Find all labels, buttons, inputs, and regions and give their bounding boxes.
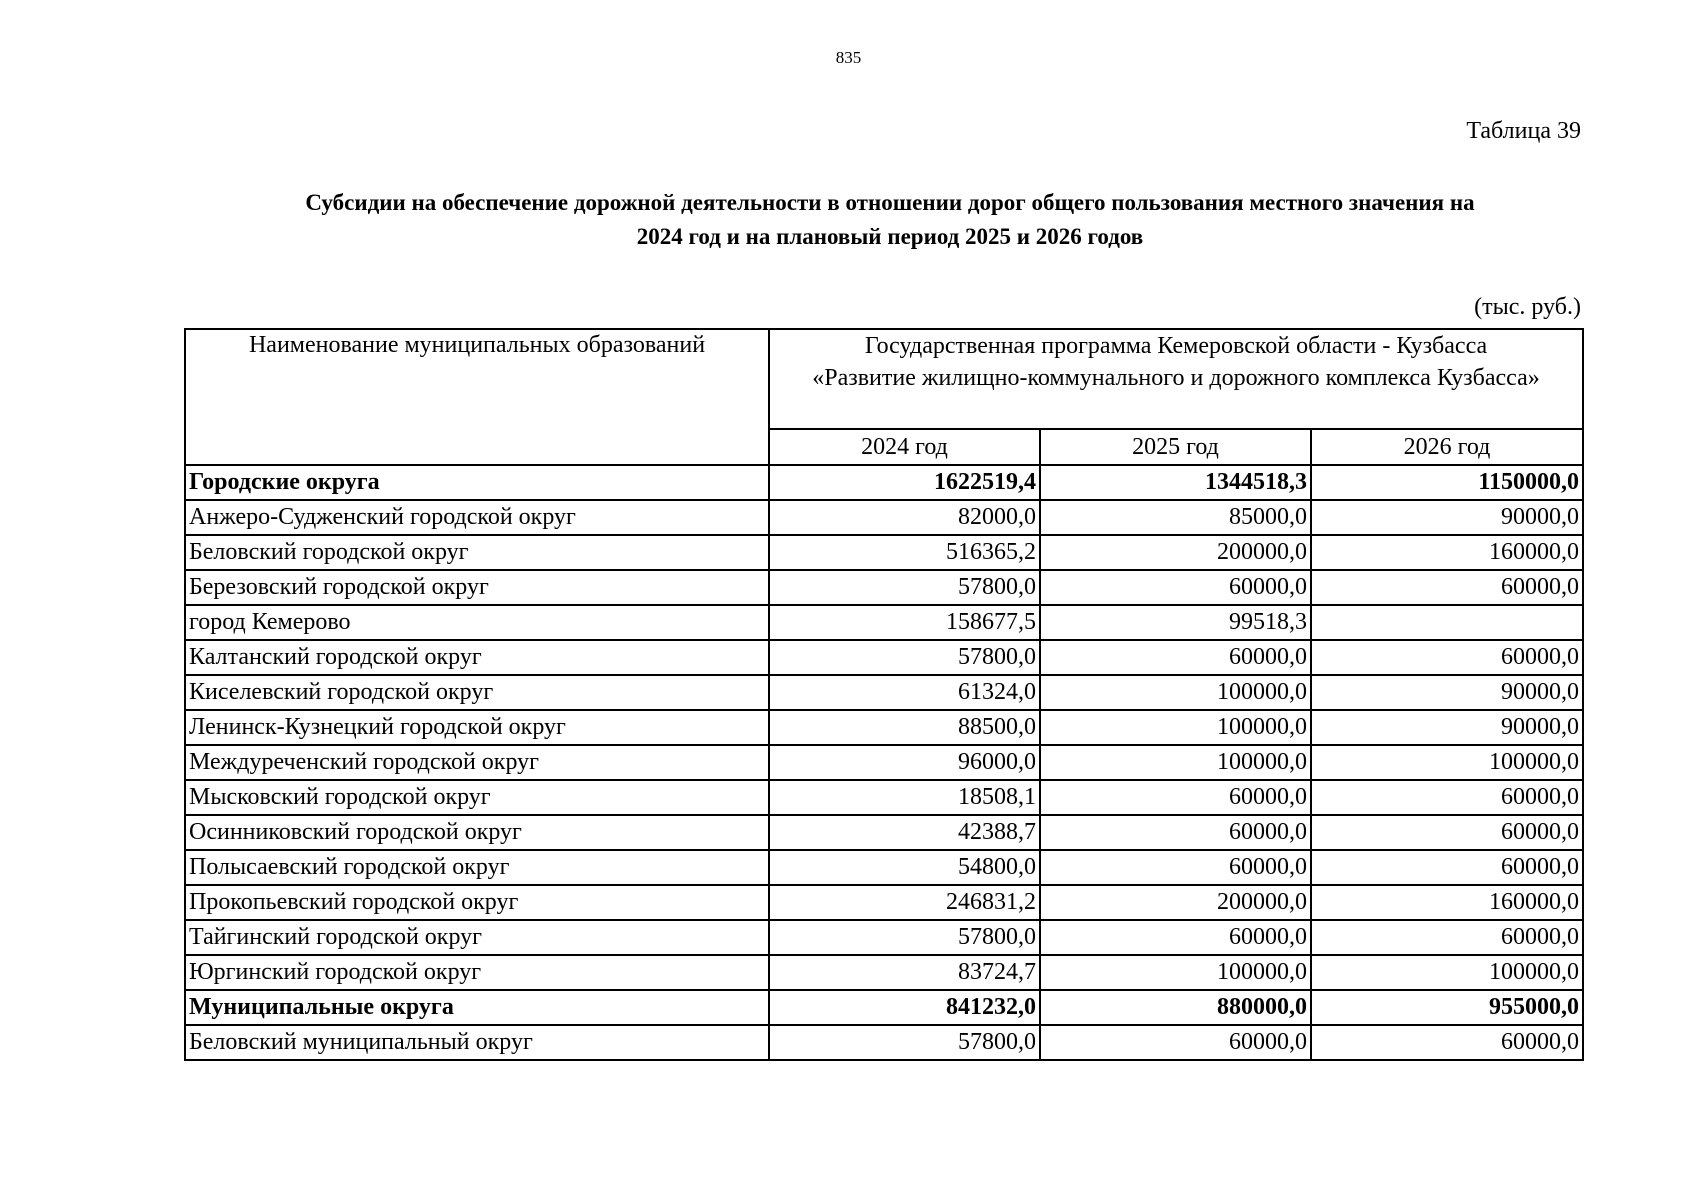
value-2024: 246831,2 (769, 885, 1040, 920)
row-name: город Кемерово (185, 605, 769, 640)
value-2025: 60000,0 (1040, 640, 1311, 675)
table-row (185, 955, 1583, 990)
table-row (185, 745, 1583, 780)
year-header-2026: 2026 год (1311, 429, 1583, 465)
value-2026: 60000,0 (1311, 1025, 1583, 1060)
value-2024: 57800,0 (769, 570, 1040, 605)
value-2024: 54800,0 (769, 850, 1040, 885)
table-row (185, 675, 1583, 710)
value-2024: 57800,0 (769, 1025, 1040, 1060)
value-2025: 100000,0 (1040, 675, 1311, 710)
table-row (185, 710, 1583, 745)
name-column-header: Наименование муниципальных образований (185, 329, 769, 465)
subsidies-table (184, 328, 1584, 1061)
table-row (185, 500, 1583, 535)
table-row (185, 850, 1583, 885)
value-2025: 200000,0 (1040, 535, 1311, 570)
program-line-2: «Развитие жилищно-коммунального и дорожного комплекса Кузбасса» (812, 365, 1540, 391)
value-2026: 90000,0 (1311, 500, 1583, 535)
value-2024: 57800,0 (769, 640, 1040, 675)
row-name: Юргинский городской округ (185, 955, 769, 990)
value-2026: 160000,0 (1311, 535, 1583, 570)
value-2026: 90000,0 (1311, 710, 1583, 745)
row-name: Полысаевский городской округ (185, 850, 769, 885)
table-row (185, 605, 1583, 640)
row-name: Киселевский городской округ (185, 675, 769, 710)
row-name: Осинниковский городской округ (185, 815, 769, 850)
row-name: Березовский городской округ (185, 570, 769, 605)
value-2025: 100000,0 (1040, 745, 1311, 780)
table-row (185, 920, 1583, 955)
value-2025: 60000,0 (1040, 1025, 1311, 1060)
value-2025: 200000,0 (1040, 885, 1311, 920)
row-name: Калтанский городской округ (185, 640, 769, 675)
value-2025: 99518,3 (1040, 605, 1311, 640)
value-2024: 88500,0 (769, 710, 1040, 745)
value-2026: 60000,0 (1311, 920, 1583, 955)
value-2025: 60000,0 (1040, 780, 1311, 815)
value-2026: 90000,0 (1311, 675, 1583, 710)
value-2024: 158677,5 (769, 605, 1040, 640)
table-row (185, 815, 1583, 850)
table-body (185, 465, 1583, 1060)
value-2024: 516365,2 (769, 535, 1040, 570)
value-2024: 61324,0 (769, 675, 1040, 710)
value-2024: 1622519,4 (769, 465, 1040, 500)
table-row (185, 640, 1583, 675)
units-label: (тыс. руб.) (1474, 294, 1581, 320)
row-name: Ленинск-Кузнецкий городской округ (185, 710, 769, 745)
value-2025: 85000,0 (1040, 500, 1311, 535)
table-row (185, 465, 1583, 500)
row-name: Беловский городской округ (185, 535, 769, 570)
table-row (185, 570, 1583, 605)
row-name: Беловский муниципальный округ (185, 1025, 769, 1060)
year-header-2024: 2024 год (769, 429, 1040, 465)
value-2024: 42388,7 (769, 815, 1040, 850)
year-header-2025: 2025 год (1040, 429, 1311, 465)
value-2024: 57800,0 (769, 920, 1040, 955)
row-name: Городские округа (185, 465, 769, 500)
row-name: Тайгинский городской округ (185, 920, 769, 955)
value-2025: 60000,0 (1040, 920, 1311, 955)
value-2024: 82000,0 (769, 500, 1040, 535)
row-name: Междуреченский городской округ (185, 745, 769, 780)
table-row (185, 1025, 1583, 1060)
row-name: Прокопьевский городской округ (185, 885, 769, 920)
value-2026: 60000,0 (1311, 815, 1583, 850)
value-2024: 96000,0 (769, 745, 1040, 780)
value-2026: 160000,0 (1311, 885, 1583, 920)
value-2025: 60000,0 (1040, 815, 1311, 850)
value-2024: 841232,0 (769, 990, 1040, 1025)
value-2024: 83724,7 (769, 955, 1040, 990)
table-row (185, 535, 1583, 570)
header-row (185, 329, 1583, 429)
table-row (185, 780, 1583, 815)
program-line-1: Государственная программа Кемеровской области - Кузбасса (864, 333, 1488, 359)
table-number: Таблица 39 (1466, 118, 1581, 144)
value-2025: 1344518,3 (1040, 465, 1311, 500)
value-2025: 60000,0 (1040, 850, 1311, 885)
document-title (200, 186, 1580, 254)
value-2026: 60000,0 (1311, 850, 1583, 885)
value-2025: 100000,0 (1040, 955, 1311, 990)
row-name: Мысковский городской округ (185, 780, 769, 815)
page-number: 835 (835, 48, 862, 67)
title-line-1: Субсидии на обеспечение дорожной деятельности в отношении дорог общего пользования местного значения на (305, 190, 1475, 215)
value-2026: 60000,0 (1311, 570, 1583, 605)
value-2026: 1150000,0 (1311, 465, 1583, 500)
value-2026: 60000,0 (1311, 780, 1583, 815)
title-line-2: 2024 год и на плановый период 2025 и 2026 годов (636, 224, 1144, 249)
value-2026 (1311, 605, 1583, 640)
table-row (185, 990, 1583, 1025)
program-header (769, 329, 1583, 429)
table-row (185, 885, 1583, 920)
value-2025: 60000,0 (1040, 570, 1311, 605)
value-2024: 18508,1 (769, 780, 1040, 815)
row-name: Анжеро-Судженский городской округ (185, 500, 769, 535)
row-name: Муниципальные округа (185, 990, 769, 1025)
value-2025: 880000,0 (1040, 990, 1311, 1025)
value-2026: 955000,0 (1311, 990, 1583, 1025)
value-2025: 100000,0 (1040, 710, 1311, 745)
value-2026: 60000,0 (1311, 640, 1583, 675)
value-2026: 100000,0 (1311, 955, 1583, 990)
value-2026: 100000,0 (1311, 745, 1583, 780)
